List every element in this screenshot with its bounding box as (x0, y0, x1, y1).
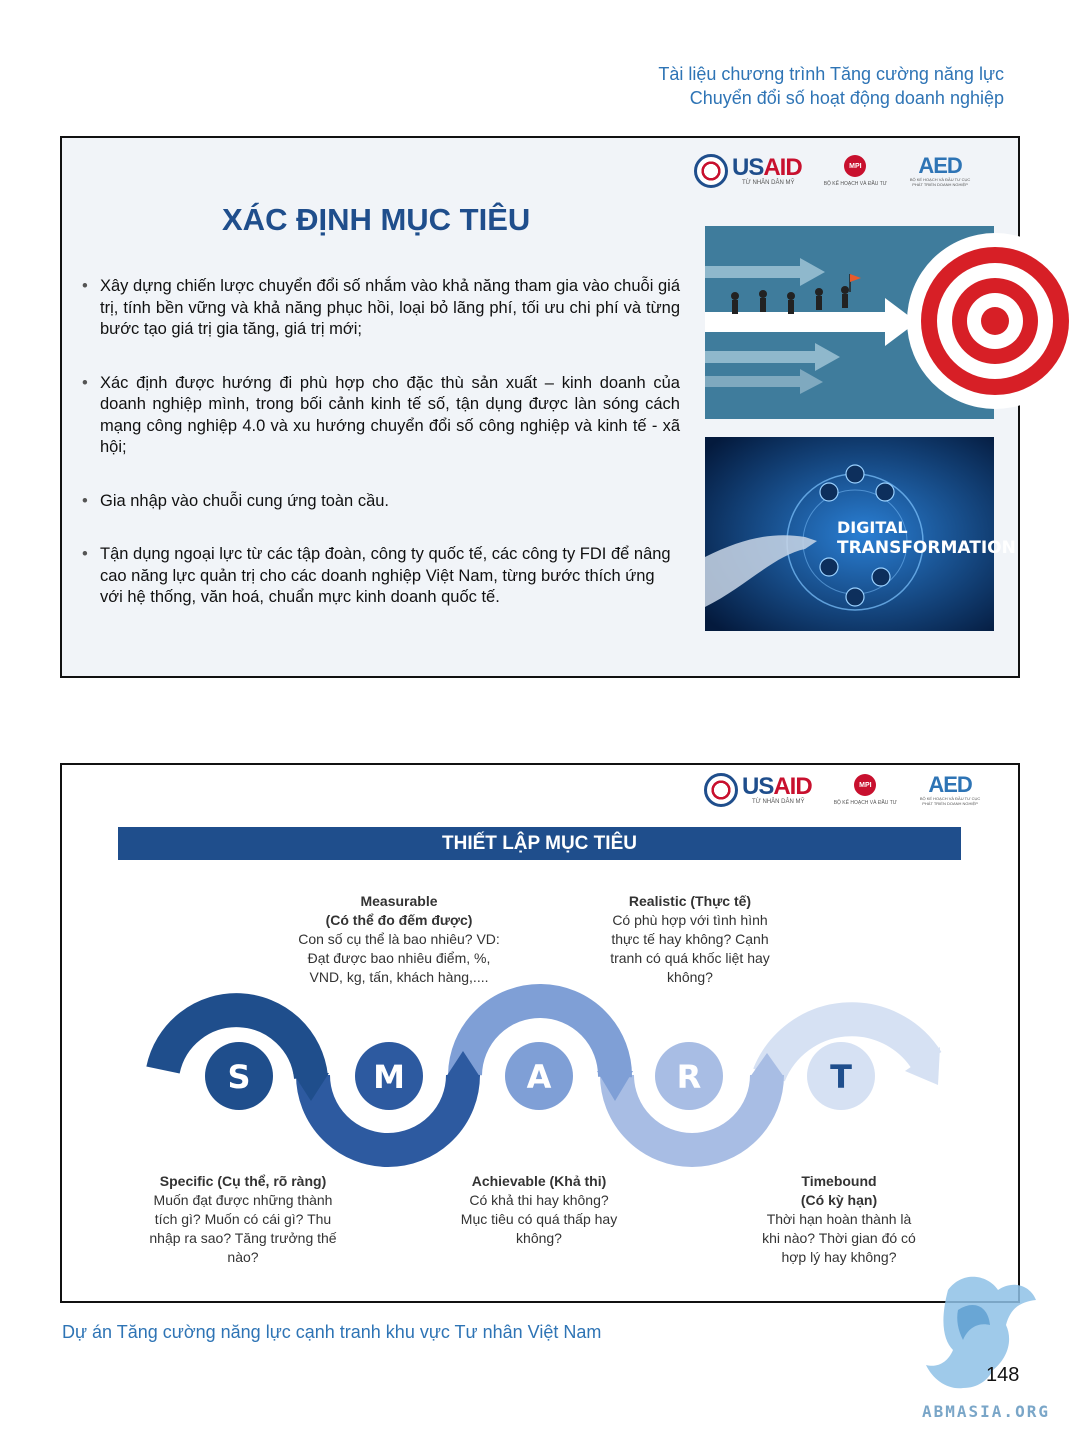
smart-banner-title: THIẾT LẬP MỤC TIÊU (118, 827, 961, 860)
digital-transformation-image (705, 437, 1016, 631)
objectives-list (82, 276, 680, 641)
list-item: • Xây dựng chiến lược chuyển đổi số nhắm vào khả năng tham gia vào chuỗi giá trị, tính bền vững và khả năng phục hồi, loại bỏ lãng phí, tối ưu chi phí và từng bước tạo giá trị gia tăng, giá trị mới; (82, 276, 680, 341)
letter-r: R (676, 1058, 702, 1096)
list-item: • Xác định được hướng đi phù hợp cho đặc thù sản xuất – kinh doanh của doanh nghiệp mình, trong bối cảnh kinh tế số, tận dụng được làn sóng cách mạng công nghiệp 4.0 và xu hướng chuyển đổi số công nghiệp và kinh tế - xã hội; (82, 373, 680, 459)
header-line-2: Chuyển đổi số hoạt động doanh nghiệp (689, 88, 1004, 108)
slide-xac-dinh-muc-tieu (60, 136, 1020, 678)
slide-thiet-lap-muc-tieu (60, 763, 1020, 1303)
header-line-1: Tài liệu chương trình Tăng cường năng lực (658, 64, 1004, 84)
partner-logos (694, 154, 971, 188)
aed-logo: AED BỘ KẾ HOẠCH VÀ ĐẦU TƯ CỤC PHÁT TRIỂN DOANH NGHIỆP (909, 153, 971, 187)
target-runners-image (705, 226, 994, 419)
usaid-seal-icon (694, 154, 728, 188)
slide1-title: XÁC ĐỊNH MỤC TIÊU (222, 202, 531, 237)
list-item: • Gia nhập vào chuỗi cung ứng toàn cầu. (82, 491, 680, 513)
document-footer: Dự án Tăng cường năng lực cạnh tranh khu vực Tư nhân Việt Nam (62, 1322, 602, 1342)
digital-text-line2: TRANSFORMATION (837, 538, 1016, 558)
usaid-logo: USAID TỪ NHÂN DÂN MỸ (704, 773, 812, 807)
caption-timebound: Timebound (Có kỳ hạn) Thời hạn hoàn thành là khi nào? Thời gian đó có hợp lý hay không? (762, 1173, 916, 1265)
caption-specific: Specific (Cụ thể, rõ ràng) Muốn đạt được những thành tích gì? Muốn có cái gì? Thu nhập ra sao? Tăng trưởng thế nào? (149, 1173, 337, 1265)
watermark-text: ABMASIA.ORG (922, 1402, 1050, 1421)
list-item: • Tận dụng ngoại lực từ các tập đoàn, công ty quốc tế, các công ty FDI để nâng cao năng lực quản trị cho các doanh nghiệp Việt Nam, từng bước thích ứng với hệ thống, văn hoá, chuẩn mực kinh doanh quốc tế. (82, 544, 680, 609)
caption-realistic: Realistic (Thực tế) Có phù hợp với tình hình thực tế hay không? Cạnh tranh có quá khốc liệt hay không? (610, 893, 770, 985)
letter-m: M (373, 1058, 405, 1096)
pegasus-watermark-icon (918, 1270, 1038, 1400)
mpi-logo: MPI BỘ KẾ HOẠCH VÀ ĐẦU TƯ (834, 774, 897, 806)
caption-measurable: Measurable (Có thể đo đếm được) Con số cụ thể là bao nhiêu? VD: Đạt được bao nhiêu điểm, %, VND, kg, tấn, khách hàng,.... (298, 893, 500, 985)
digital-text-line1: DIGITAL (837, 518, 908, 537)
mpi-logo: MPI BỘ KẾ HOẠCH VÀ ĐẦU TƯ (824, 155, 887, 187)
document-header (658, 62, 1004, 110)
usaid-logo: USAID TỪ NHÂN DÂN MỸ (694, 154, 802, 188)
page-number: 148 (986, 1364, 1020, 1386)
aed-logo: AED BỘ KẾ HOẠCH VÀ ĐẦU TƯ CỤC PHÁT TRIỂN DOANH NGHIỆP (919, 772, 981, 806)
caption-achievable: Achievable (Khả thi) Có khả thi hay không? Mục tiêu có quá thấp hay không? (460, 1173, 618, 1246)
letter-a: A (526, 1058, 552, 1096)
letter-t: T (830, 1058, 852, 1096)
letter-s: S (227, 1058, 251, 1096)
